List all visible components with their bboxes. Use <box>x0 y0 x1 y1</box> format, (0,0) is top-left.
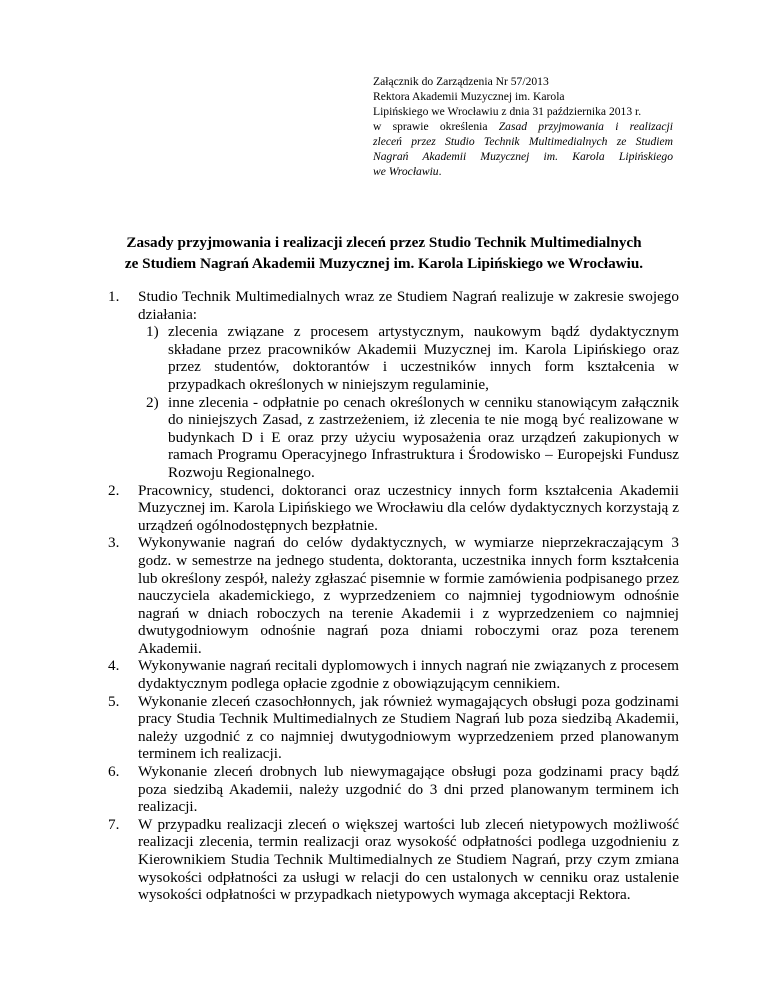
annex-header <box>373 74 673 179</box>
annex-line-7 <box>373 164 673 179</box>
annex-line-5-italic: zleceń przez Studio Technik Multimedialnych ze Studiem <box>373 135 673 148</box>
item-text: W przypadku realizacji zleceń o większej wartości lub zleceń nietypowych możliwość realizacji zlecenia, termin realizacji oraz wysokość odpłatności podlega uzgodnieniu z Kierownikiem Studia Technik Multimedialnych ze Studiem Nagrań, przy czym zmiana wysokości odpłatności za usługi w relacji do cen ustalonych w cenniku oraz ustalenie wysokości odpłatności w przypadkach nietypowych wymaga akceptacji Rektora. <box>138 815 679 904</box>
item-number: 7. <box>108 815 120 833</box>
item-number: 3. <box>108 534 120 552</box>
item-number: 4. <box>108 657 120 675</box>
list-item <box>108 288 679 482</box>
rules-list <box>108 288 679 904</box>
item-number: 2. <box>108 481 120 499</box>
sub-item-number: 1) <box>146 323 159 341</box>
item-text: Wykonywanie nagrań do celów dydaktycznych, w wymiarze nieprzekraczającym 3 godz. w semestrze na jednego studenta, doktoranta, uczestnika innych form kształcenia lub określony zespół, należy zgłaszać pisemnie w formie zamówienia podpisanego przez nauczyciela akademickiego, z wyprzedzeniem co najmniej tygodniowym odnośnie nagrań w dniach roboczych na terenie Akademii i z wyprzedzeniem co najmniej dwutygodniowym odnośnie nagrań poza dniami roboczymi oraz poza terenem Akademii. <box>138 534 679 657</box>
list-item <box>108 763 679 816</box>
annex-line-4-italic: Zasad przyjmowania i realizacji <box>498 120 673 133</box>
annex-line-7-italic: we Wrocławiu <box>373 165 439 178</box>
annex-line-7-end: . <box>438 165 442 178</box>
list-item <box>108 693 679 763</box>
annex-line-5 <box>373 134 673 149</box>
annex-line-6-italic: Nagrań Akademii Muzycznej im. Karola Lipińskiego <box>373 150 673 163</box>
document-title <box>0 232 768 274</box>
item-text: Wykonanie zleceń czasochłonnych, jak również wymagających obsługi poza godzinami pracy Studia Technik Multimedialnych ze Studiem Nagrań lub poza siedzibą Akademii, należy uzgodnić z co najmniej dwutygodniowym wyprzedzeniem przed planowanym terminem ich realizacji. <box>138 692 679 763</box>
item-number: 1. <box>108 288 120 305</box>
sub-item-text: zlecenia związane z procesem artystycznym, naukowym bądź dydaktycznym składane przez pracowników Akademii Muzycznej im. Karola Lipińskiego oraz przez studentów, doktorantów i uczestników innych form kształcenia w przypadkach określonych w niniejszym regulaminie, <box>168 323 679 393</box>
item-text: Wykonywanie nagrań recitali dyplomowych i innych nagrań nie związanych z procesem dydaktycznym podlega opłacie zgodnie z obowiązującym cennikiem. <box>138 657 679 693</box>
item-text: Studio Technik Multimedialnych wraz ze Studiem Nagrań realizuje w zakresie swojego działania: <box>138 288 679 323</box>
item-number: 5. <box>108 692 120 710</box>
title-line-1: Zasady przyjmowania i realizacji zleceń przez Studio Technik Multimedialnych <box>126 234 642 251</box>
sub-list-item <box>138 323 679 393</box>
sub-item-text: inne zlecenia - odpłatnie po cenach określonych w cenniku stanowiącym załącznik do niniejszych Zasad, z zastrzeżeniem, iż zlecenia te nie mogą być realizowane w budynkach D i E oraz przy użyciu wyposażenia oraz urządzeń zakupionych w ramach Programu Operacyjnego Infrastruktura i Środowisko – Europejski Fundusz Rozwoju Regionalnego. <box>168 393 679 481</box>
item-number: 6. <box>108 763 120 781</box>
list-item <box>108 534 679 657</box>
list-item <box>108 816 679 904</box>
annex-line-3: Lipińskiego we Wrocławiu z dnia 31 października 2013 r. <box>373 105 642 118</box>
annex-line-4-prefix: w sprawie określenia <box>373 120 488 133</box>
annex-line-2: Rektora Akademii Muzycznej im. Karola <box>373 90 565 103</box>
item-text: Wykonanie zleceń drobnych lub niewymagające obsługi poza godzinami pracy bądź poza siedzibą Akademii, należy uzgodnić do 3 dni przed planowanym terminem ich realizacji. <box>138 763 679 816</box>
title-line-2: ze Studiem Nagrań Akademii Muzycznej im. Karola Lipińskiego we Wrocławiu. <box>124 255 644 272</box>
list-item <box>108 657 679 692</box>
sub-list-item <box>138 394 679 482</box>
annex-line-4 <box>373 119 673 134</box>
item-text: Pracownicy, studenci, doktoranci oraz uczestnicy innych form kształcenia Akademii Muzycznej im. Karola Lipińskiego we Wrocławiu dla celów dydaktycznych korzystają z urządzeń ogólnodostępnych bezpłatnie. <box>138 481 679 534</box>
annex-line-6 <box>373 149 673 164</box>
sub-item-number: 2) <box>146 393 159 411</box>
annex-line-1: Załącznik do Zarządzenia Nr 57/2013 <box>373 75 549 88</box>
list-item <box>108 482 679 535</box>
